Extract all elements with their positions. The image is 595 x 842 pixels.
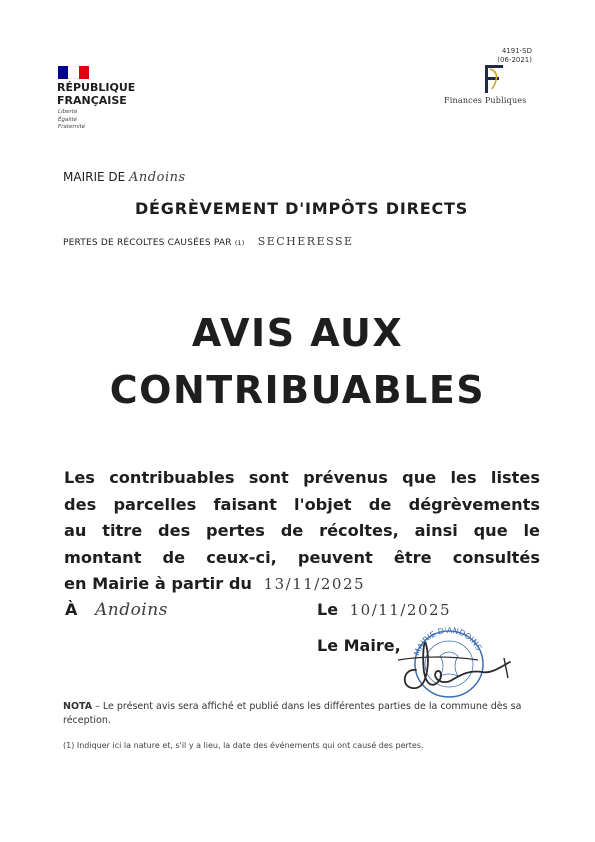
headline-line-1: AVIS AUX xyxy=(191,311,404,355)
republic-motto xyxy=(58,109,85,132)
paragraph-line: des parcelles faisant l'objet de dégrèvements xyxy=(64,494,540,514)
notice-paragraph xyxy=(64,465,540,598)
republique-francaise-title xyxy=(57,81,135,107)
country-line-2: FRANÇAISE xyxy=(57,94,127,107)
date-field xyxy=(317,600,451,619)
flag-blue xyxy=(58,66,68,79)
motto-fraternite: Fraternité xyxy=(58,124,86,130)
footnote: (1) Indiquer ici la nature et, s'il y a lieu, la date des événements qui ont causé des pertes. xyxy=(63,741,424,750)
pertes-cause-handwritten: SECHERESSE xyxy=(257,235,354,248)
consult-date-handwritten: 13/11/2025 xyxy=(263,575,366,593)
place-prefix: À xyxy=(65,600,78,619)
headline-line-2: CONTRIBUABLES xyxy=(109,368,486,412)
signer-label: Le Maire, xyxy=(317,636,401,655)
finances-publiques-logo-icon xyxy=(476,63,512,97)
date-handwritten: 10/11/2025 xyxy=(349,601,452,619)
finances-publiques-label: Finances Publiques xyxy=(444,96,527,105)
logo-letter: F xyxy=(496,93,497,94)
flag-red xyxy=(79,66,89,79)
pertes-label: PERTES DE RÉCOLTES CAUSÉES PAR xyxy=(63,238,232,248)
flag-white xyxy=(68,66,78,79)
place-field xyxy=(65,600,168,620)
french-flag-logo xyxy=(58,66,89,79)
mairie-line xyxy=(63,170,186,185)
stamp-text-path: MAIRIE D'ANDOINS xyxy=(412,626,484,657)
paragraph-line: montant de ceux-ci, peuvent être consultés xyxy=(64,547,540,567)
pertes-line xyxy=(63,235,354,248)
nota-text: – Le présent avis sera affiché et publié dans les différentes parties de la commune dès sa réception. xyxy=(63,701,522,726)
document-title: DÉGRÈVEMENT D'IMPÔTS DIRECTS xyxy=(134,199,469,218)
place-handwritten: Andoins xyxy=(94,600,168,620)
form-number: 4191-SD xyxy=(501,47,532,55)
date-prefix: Le xyxy=(317,600,339,619)
form-version: (06-2021) xyxy=(497,56,532,64)
paragraph-line: Les contribuables sont prévenus que les listes xyxy=(64,468,540,487)
paragraph-line: en Mairie à partir du xyxy=(64,574,252,593)
mairie-name-handwritten: Andoins xyxy=(129,170,186,185)
paragraph-line: au titre des pertes de récoltes, ainsi que le xyxy=(64,521,540,540)
mayor-signature-icon xyxy=(392,630,522,700)
mairie-label: MAIRIE DE xyxy=(63,170,126,184)
motto-egalite: Égalité xyxy=(58,116,77,123)
nota-label: NOTA xyxy=(63,701,93,712)
country-line-1: RÉPUBLIQUE xyxy=(57,81,136,94)
motto-liberte: Liberté xyxy=(58,109,78,115)
pertes-footnote-ref: (1) xyxy=(234,239,245,247)
nota-paragraph xyxy=(63,700,535,728)
paragraph-last-line xyxy=(64,571,540,598)
